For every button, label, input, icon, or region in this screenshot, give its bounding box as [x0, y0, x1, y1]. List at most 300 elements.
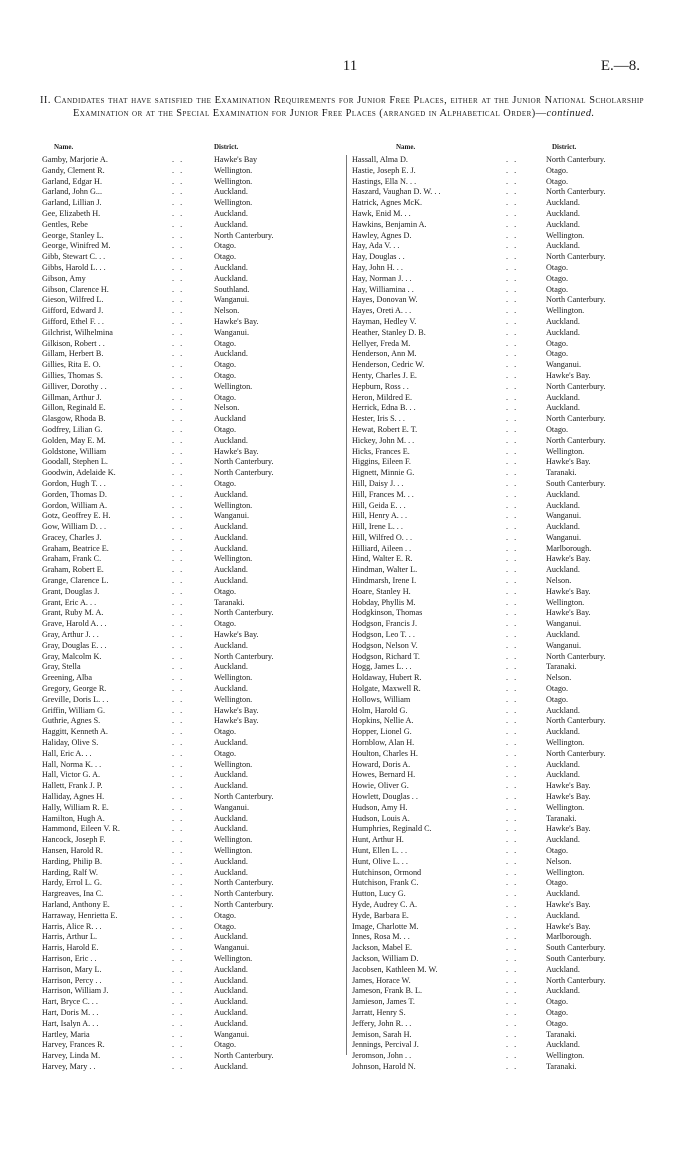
- candidate-name: Harrison, William J.: [42, 986, 109, 996]
- candidate-district: Hawke's Bay.: [546, 370, 591, 380]
- candidate-name: Hilliard, Aileen . .: [352, 543, 412, 553]
- leader-dots: . .: [172, 295, 185, 305]
- candidate-name: Goldstone, William: [42, 446, 107, 456]
- candidate-district: Taranaki.: [214, 597, 245, 607]
- candidate-district: Auckland.: [214, 662, 248, 672]
- candidate-district: Auckland.: [214, 738, 248, 748]
- candidate-name: Jameson, Frank B. L.: [352, 986, 423, 996]
- candidate-district: Auckland.: [214, 219, 248, 229]
- name-header: Name.: [54, 143, 74, 151]
- candidate-name: Hoare, Stanley H.: [352, 586, 411, 596]
- leader-dots: . .: [506, 964, 519, 974]
- leader-dots: . .: [506, 457, 519, 467]
- candidate-name: Gifford, Edward J.: [42, 306, 104, 316]
- leader-dots: . .: [506, 262, 519, 272]
- leader-dots: . .: [172, 435, 185, 445]
- candidate-district: Auckland.: [214, 1061, 248, 1071]
- candidate-row: [42, 274, 340, 285]
- candidate-district: Auckland.: [214, 986, 248, 996]
- candidate-district: Auckland.: [214, 543, 248, 553]
- candidate-district: Nelson.: [214, 403, 240, 413]
- candidate-name: Hartley, Maria: [42, 1029, 90, 1039]
- candidate-name: Hodgson, Richard T.: [352, 651, 420, 661]
- candidate-name: Jemison, Sarah H.: [352, 1029, 412, 1039]
- leader-dots: . .: [506, 759, 519, 769]
- candidate-name: Harris, Harold E.: [42, 943, 99, 953]
- candidate-row: [42, 965, 340, 976]
- candidate-name: Garland, John G...: [42, 187, 103, 197]
- leader-dots: . .: [506, 975, 519, 985]
- candidate-row: [42, 706, 340, 717]
- leader-dots: . .: [172, 1007, 185, 1017]
- leader-dots: . .: [172, 176, 185, 186]
- candidate-row: [348, 166, 646, 177]
- candidate-row: [348, 878, 646, 889]
- candidate-row: [348, 781, 646, 792]
- candidate-name: Hudson, Amy H.: [352, 802, 408, 812]
- candidate-row: [42, 932, 340, 943]
- candidate-row: [42, 198, 340, 209]
- candidate-row: [42, 943, 340, 954]
- candidate-district: Hawke's Bay.: [546, 824, 591, 834]
- candidate-district: Otago.: [546, 273, 569, 283]
- page-number: 11: [342, 58, 358, 74]
- candidate-district: Auckland.: [546, 403, 580, 413]
- candidate-name: Hodgson, Nelson V.: [352, 640, 418, 650]
- candidate-name: Hodgson, Leo T. . .: [352, 630, 415, 640]
- leader-dots: . .: [506, 597, 519, 607]
- leader-dots: . .: [506, 187, 519, 197]
- leader-dots: . .: [172, 284, 185, 294]
- leader-dots: . .: [506, 619, 519, 629]
- leader-dots: . .: [172, 414, 185, 424]
- candidate-row: [42, 857, 340, 868]
- candidate-row: [348, 447, 646, 458]
- candidate-row: [42, 684, 340, 695]
- candidate-district: Wellington.: [546, 738, 585, 748]
- candidate-name: Hyde, Barbara E.: [352, 910, 409, 920]
- candidate-district: Wanganui.: [214, 1029, 250, 1039]
- candidate-district: Hawke's Bay.: [214, 446, 259, 456]
- candidate-name: Holm, Harold G.: [352, 705, 408, 715]
- candidate-name: Hyde, Audrey C. A.: [352, 899, 418, 909]
- candidate-name: Gilliver, Dorothy . .: [42, 381, 107, 391]
- candidate-name: Hay, John H. . .: [352, 262, 403, 272]
- candidate-district: Taranaki.: [546, 468, 577, 478]
- candidate-name: Humphries, Reginald C.: [352, 824, 432, 834]
- leader-dots: . .: [506, 1040, 519, 1050]
- candidate-district: Otago.: [214, 619, 237, 629]
- candidate-district: Nelson.: [546, 576, 572, 586]
- candidate-name: Harrison, Mary L.: [42, 964, 102, 974]
- candidate-name: Hayes, Oreti A. . .: [352, 306, 412, 316]
- candidate-district: Wanganui.: [214, 943, 250, 953]
- candidate-row: [348, 608, 646, 619]
- leader-dots: . .: [172, 802, 185, 812]
- candidate-name: Hay, Norman J. . .: [352, 273, 412, 283]
- candidate-district: Wellington.: [214, 165, 253, 175]
- candidate-district: Auckland.: [546, 316, 580, 326]
- candidate-row: [348, 576, 646, 587]
- candidate-name: Harris, Alice R. . .: [42, 921, 102, 931]
- candidate-name: Howard, Doris A.: [352, 759, 411, 769]
- candidate-name: Hignett, Minnie G.: [352, 468, 415, 478]
- candidate-row: [42, 533, 340, 544]
- candidate-name: Gamby, Marjorie A.: [42, 155, 108, 164]
- candidate-row: [42, 328, 340, 339]
- candidate-name: Grant, Douglas J.: [42, 586, 100, 596]
- candidate-name: Gee, Elizabeth H.: [42, 208, 101, 218]
- leader-dots: . .: [506, 835, 519, 845]
- candidate-name: Gillam, Herbert B.: [42, 349, 104, 359]
- leader-dots: . .: [172, 381, 185, 391]
- candidate-row: [348, 868, 646, 879]
- candidate-name: Grange, Clarence L.: [42, 576, 109, 586]
- candidate-district: Wanganui.: [214, 295, 250, 305]
- candidate-district: Otago.: [546, 846, 569, 855]
- candidate-name: George, Stanley L.: [42, 230, 104, 240]
- candidate-name: Hayes, Donovan W.: [352, 295, 418, 305]
- candidate-name: Hallett, Frank J. P.: [42, 781, 103, 791]
- candidate-row: [348, 544, 646, 555]
- candidate-district: Auckland.: [214, 813, 248, 823]
- leader-dots: . .: [506, 630, 519, 640]
- candidate-row: [42, 241, 340, 252]
- leader-dots: . .: [506, 1051, 519, 1061]
- leader-dots: . .: [506, 651, 519, 661]
- candidate-district: Auckland.: [546, 241, 580, 251]
- candidate-name: Gordon, William A.: [42, 500, 108, 510]
- candidate-name: Hill, Daisy J. . .: [352, 478, 404, 488]
- candidate-name: Halliday, Agnes H.: [42, 792, 105, 802]
- candidate-district: Auckland.: [214, 684, 248, 694]
- candidate-name: Hardy, Errol L. G.: [42, 878, 102, 888]
- candidate-row: [348, 857, 646, 868]
- candidate-name: Hill, Wilfred O. . .: [352, 532, 413, 542]
- candidate-district: Auckland.: [546, 986, 580, 996]
- candidate-name: Hudson, Louis A.: [352, 813, 410, 823]
- candidate-row: [348, 738, 646, 749]
- candidate-row: [348, 490, 646, 501]
- candidate-name: Herrick, Edna B. . .: [352, 403, 416, 413]
- leader-dots: . .: [506, 846, 519, 855]
- leader-dots: . .: [172, 370, 185, 380]
- candidate-row: [348, 932, 646, 943]
- candidate-district: Auckland.: [214, 824, 248, 834]
- candidate-name: Hally, William R. E.: [42, 802, 109, 812]
- leader-dots: . .: [172, 306, 185, 316]
- candidate-row: [348, 317, 646, 328]
- leader-dots: . .: [506, 284, 519, 294]
- candidate-row: [42, 781, 340, 792]
- candidate-row: [348, 371, 646, 382]
- candidate-row: [42, 673, 340, 684]
- candidate-district: Auckland.: [546, 910, 580, 920]
- candidate-name: Harland, Anthony E.: [42, 899, 110, 909]
- candidate-row: [348, 986, 646, 997]
- candidate-district: North Canterbury.: [546, 748, 606, 758]
- candidate-row: [42, 868, 340, 879]
- candidate-name: Golden, May E. M.: [42, 435, 106, 445]
- candidate-district: North Canterbury.: [214, 457, 274, 467]
- candidate-name: Hay, Ada V. . .: [352, 241, 400, 251]
- candidate-row: [348, 1040, 646, 1051]
- candidate-name: Hancock, Joseph F.: [42, 835, 106, 845]
- candidate-district: Otago.: [214, 252, 237, 262]
- candidate-name: Haszard, Vaughan D. W. . .: [352, 187, 441, 197]
- candidate-district: North Canterbury.: [214, 608, 274, 618]
- candidate-district: Otago.: [546, 284, 569, 294]
- leader-dots: . .: [172, 1018, 185, 1028]
- district-header: District.: [214, 143, 239, 151]
- leader-dots: . .: [506, 1018, 519, 1028]
- candidate-district: North Canterbury.: [214, 230, 274, 240]
- candidate-district: Auckland.: [214, 435, 248, 445]
- candidate-district: Wellington.: [214, 846, 253, 855]
- candidate-district: Auckland.: [546, 392, 580, 402]
- candidate-name: Heather, Stanley D. B.: [352, 327, 426, 337]
- candidate-row: [348, 846, 646, 857]
- leader-dots: . .: [172, 338, 185, 348]
- candidate-row: [348, 339, 646, 350]
- candidate-row: [42, 835, 340, 846]
- candidate-row: [42, 403, 340, 414]
- candidate-name: Gillman, Arthur J.: [42, 392, 102, 402]
- left-column: [42, 143, 340, 1073]
- leader-dots: . .: [506, 468, 519, 478]
- candidate-district: Otago.: [546, 1018, 569, 1028]
- candidate-row: [348, 155, 646, 166]
- leader-dots: . .: [172, 781, 185, 791]
- candidate-row: [348, 835, 646, 846]
- candidate-row: [348, 706, 646, 717]
- candidate-row: [348, 414, 646, 425]
- leader-dots: . .: [172, 511, 185, 521]
- candidate-row: [348, 522, 646, 533]
- candidate-row: [348, 900, 646, 911]
- leader-dots: . .: [506, 953, 519, 963]
- leader-dots: . .: [172, 1040, 185, 1050]
- leader-dots: . .: [172, 489, 185, 499]
- candidate-name: Hutchinson, Ormond: [352, 867, 422, 877]
- leader-dots: . .: [506, 532, 519, 542]
- candidate-row: [42, 468, 340, 479]
- leader-dots: . .: [172, 835, 185, 845]
- candidate-district: Hawke's Bay.: [546, 554, 591, 564]
- candidate-name: Jarratt, Henry S.: [352, 1007, 406, 1017]
- candidate-row: [42, 587, 340, 598]
- candidate-name: Gillies, Thomas S.: [42, 370, 103, 380]
- candidate-row: [42, 436, 340, 447]
- leader-dots: . .: [172, 500, 185, 510]
- candidate-district: Auckland.: [214, 932, 248, 942]
- candidate-row: [348, 457, 646, 468]
- leader-dots: . .: [172, 522, 185, 532]
- leader-dots: . .: [172, 694, 185, 704]
- candidate-name: Hawley, Agnes D.: [352, 230, 412, 240]
- candidate-name: Goodall, Stephen L.: [42, 457, 108, 467]
- name-header: Name.: [396, 143, 416, 151]
- candidate-name: Gibbs, Harold L. . .: [42, 262, 106, 272]
- leader-dots: . .: [172, 813, 185, 823]
- candidate-district: North Canterbury.: [546, 414, 606, 424]
- leader-dots: . .: [172, 424, 185, 434]
- candidate-name: Harraway, Henrietta E.: [42, 910, 118, 920]
- candidate-name: Hay, Williamina . .: [352, 284, 414, 294]
- candidate-district: Otago.: [546, 338, 569, 348]
- candidate-row: [348, 727, 646, 738]
- candidate-district: North Canterbury.: [546, 975, 606, 985]
- candidate-district: Auckland.: [546, 198, 580, 208]
- candidate-row: [42, 760, 340, 771]
- candidate-district: Auckland.: [214, 856, 248, 866]
- candidate-district: Wanganui.: [214, 327, 250, 337]
- candidate-name: Harvey, Frances R.: [42, 1040, 105, 1050]
- candidate-name: Hatrick, Agnes McK.: [352, 198, 423, 208]
- leader-dots: . .: [506, 1029, 519, 1039]
- candidate-row: [42, 911, 340, 922]
- candidate-name: Hellyer, Freda M.: [352, 338, 411, 348]
- candidate-district: Auckland.: [214, 208, 248, 218]
- candidate-name: Heron, Mildred E.: [352, 392, 413, 402]
- candidate-row: [42, 976, 340, 987]
- candidate-row: [42, 814, 340, 825]
- candidate-name: Howlett, Douglas . .: [352, 792, 418, 802]
- candidate-district: Auckland.: [214, 273, 248, 283]
- candidate-name: Hassall, Alma D.: [352, 155, 408, 164]
- candidate-district: Auckland.: [546, 727, 580, 737]
- candidate-district: Auckland.: [214, 349, 248, 359]
- candidate-name: Hornblow, Alan H.: [352, 738, 415, 748]
- candidate-row: [42, 425, 340, 436]
- leader-dots: . .: [506, 403, 519, 413]
- candidate-district: Otago.: [214, 727, 237, 737]
- candidate-row: [348, 965, 646, 976]
- candidate-row: [42, 608, 340, 619]
- leader-dots: . .: [172, 554, 185, 564]
- candidate-name: Gray, Douglas E. . .: [42, 640, 107, 650]
- candidate-row: [42, 360, 340, 371]
- leader-dots: . .: [506, 446, 519, 456]
- candidate-row: [348, 1019, 646, 1030]
- leader-dots: . .: [506, 694, 519, 704]
- right-rows: [348, 155, 646, 1073]
- candidate-district: Otago.: [214, 360, 237, 370]
- leader-dots: . .: [172, 392, 185, 402]
- heading-line-3: for Junior Free Places (arranged in Alphabetical Order)—: [271, 108, 547, 119]
- candidate-district: Auckland.: [214, 522, 248, 532]
- candidate-row: [348, 393, 646, 404]
- leader-dots: . .: [172, 478, 185, 488]
- candidate-row: [348, 1030, 646, 1041]
- leader-dots: . .: [172, 327, 185, 337]
- candidate-district: Wanganui.: [546, 640, 582, 650]
- leader-dots: . .: [172, 716, 185, 726]
- candidate-row: [42, 220, 340, 231]
- candidate-name: Hunt, Ellen L. . .: [352, 846, 408, 855]
- candidate-district: Auckland.: [214, 640, 248, 650]
- candidate-row: [42, 1030, 340, 1041]
- leader-dots: . .: [172, 759, 185, 769]
- candidate-name: Hargreaves, Ina C.: [42, 889, 104, 899]
- candidate-district: Otago.: [546, 349, 569, 359]
- candidate-district: Otago.: [546, 165, 569, 175]
- candidate-name: Johnson, Harold N.: [352, 1061, 416, 1071]
- candidate-row: [348, 177, 646, 188]
- leader-dots: . .: [506, 435, 519, 445]
- candidate-row: [348, 468, 646, 479]
- candidate-row: [42, 209, 340, 220]
- candidate-row: [348, 976, 646, 987]
- candidate-district: Hawke's Bay.: [214, 716, 259, 726]
- candidate-district: Wanganui.: [214, 802, 250, 812]
- candidate-row: [348, 641, 646, 652]
- candidate-name: Hicks, Frances E.: [352, 446, 410, 456]
- leader-dots: . .: [172, 155, 185, 164]
- leader-dots: . .: [172, 208, 185, 218]
- leader-dots: . .: [506, 684, 519, 694]
- candidate-row: [42, 695, 340, 706]
- candidate-name: Godfrey, Lilian G.: [42, 424, 103, 434]
- candidate-district: Wellington.: [214, 835, 253, 845]
- candidate-district: Wanganui.: [546, 511, 582, 521]
- candidate-district: Wanganui.: [546, 360, 582, 370]
- candidate-name: Greening, Alba: [42, 673, 93, 683]
- candidate-district: Auckland: [214, 414, 246, 424]
- leader-dots: . .: [506, 316, 519, 326]
- candidate-row: [42, 749, 340, 760]
- candidate-name: Howes, Bernard H.: [352, 770, 416, 780]
- leader-dots: . .: [506, 208, 519, 218]
- leader-dots: . .: [506, 155, 519, 164]
- candidate-row: [42, 414, 340, 425]
- leader-dots: . .: [172, 565, 185, 575]
- candidate-district: North Canterbury.: [214, 878, 274, 888]
- leader-dots: . .: [506, 921, 519, 931]
- candidate-row: [42, 263, 340, 274]
- candidate-district: Auckland.: [214, 576, 248, 586]
- candidate-district: Wellington.: [546, 802, 585, 812]
- candidate-district: Auckland.: [546, 759, 580, 769]
- candidate-name: Hewat, Robert E. T.: [352, 424, 418, 434]
- leader-dots: . .: [172, 640, 185, 650]
- candidate-name: Gandy, Clement R.: [42, 165, 105, 175]
- candidate-row: [348, 695, 646, 706]
- candidate-row: [42, 522, 340, 533]
- candidate-district: Wanganui.: [214, 511, 250, 521]
- leader-dots: . .: [506, 1061, 519, 1071]
- candidate-row: [42, 803, 340, 814]
- candidate-name: Hammond, Eileen V. R.: [42, 824, 120, 834]
- candidate-district: Auckland.: [214, 781, 248, 791]
- candidate-row: [42, 349, 340, 360]
- candidate-district: Auckland.: [214, 867, 248, 877]
- leader-dots: . .: [172, 165, 185, 175]
- candidate-row: [42, 900, 340, 911]
- candidate-district: Wellington.: [214, 500, 253, 510]
- leader-dots: . .: [172, 273, 185, 283]
- leader-dots: . .: [506, 327, 519, 337]
- candidate-name: Hastings, Ella N. . .: [352, 176, 417, 186]
- leader-dots: . .: [172, 230, 185, 240]
- candidate-district: Otago.: [214, 910, 237, 920]
- candidate-list: [42, 143, 654, 1073]
- candidate-row: [348, 749, 646, 760]
- candidate-row: [348, 252, 646, 263]
- candidate-district: Auckland.: [546, 1040, 580, 1050]
- candidate-district: Otago.: [214, 338, 237, 348]
- candidate-name: Hay, Douglas . .: [352, 252, 405, 262]
